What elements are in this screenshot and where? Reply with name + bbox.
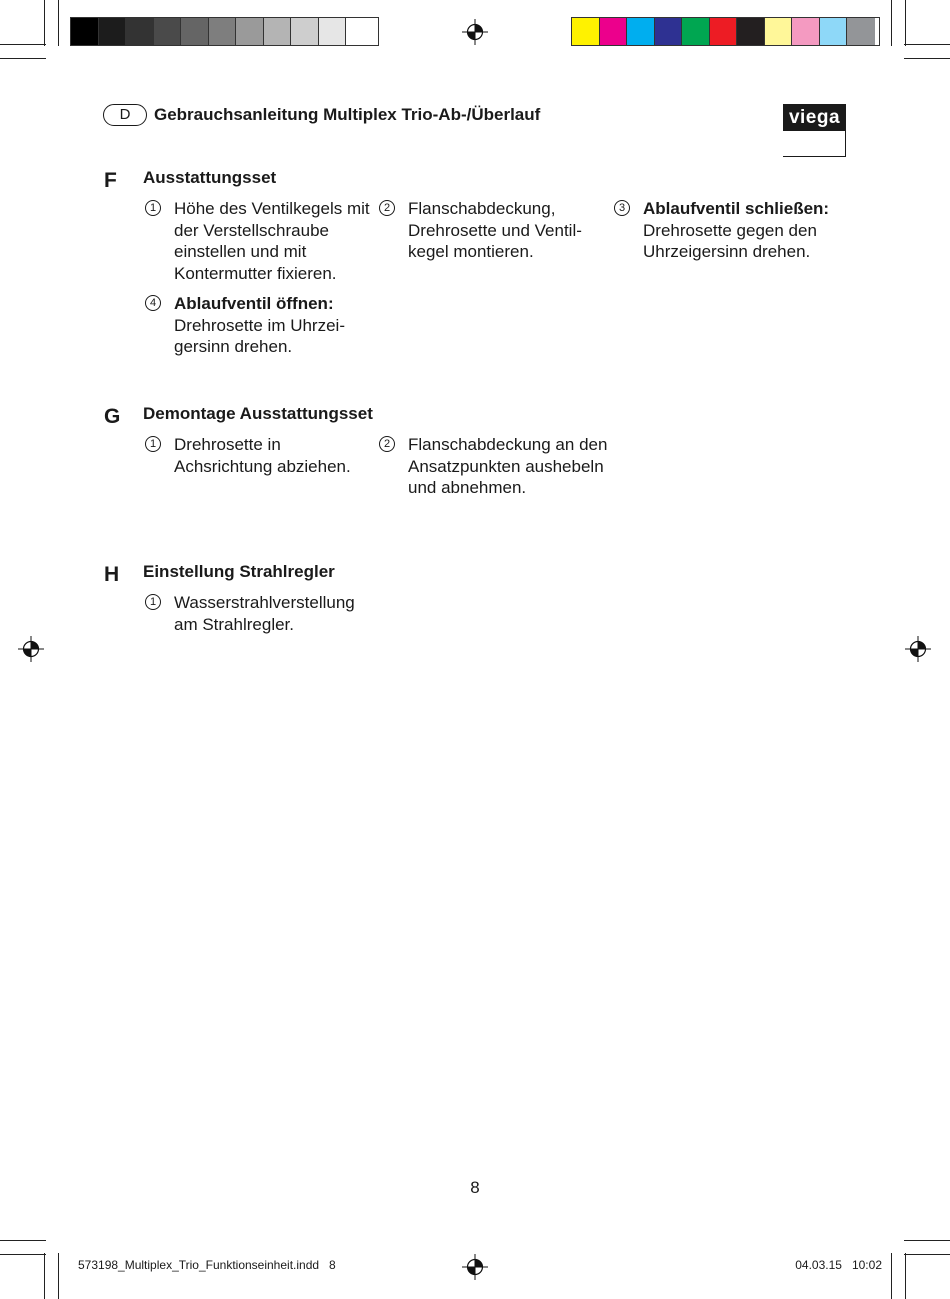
registration-mark-icon <box>462 1254 488 1280</box>
color-swatch <box>291 18 319 45</box>
crop-mark <box>891 1253 892 1299</box>
step-text: Flanschabdeckung an den Ansatzpunkten aushebeln und abnehmen. <box>408 435 608 497</box>
step-number: 4 <box>145 295 161 311</box>
color-swatch <box>737 18 765 45</box>
step-text: Flanschabdeckung, Drehrosette und Ventil-kegel montieren. <box>408 199 582 261</box>
crop-mark <box>904 1240 950 1241</box>
crop-mark <box>904 1254 950 1255</box>
step-text: Wasserstrahlverstellung am Strahlregler. <box>174 593 355 634</box>
color-swatch <box>655 18 683 45</box>
step-number: 1 <box>145 200 161 216</box>
step-number: 1 <box>145 594 161 610</box>
slug-timestamp: 04.03.15 10:02 <box>795 1258 882 1272</box>
color-swatch <box>71 18 99 45</box>
color-swatch <box>154 18 182 45</box>
step-text: Drehrosette in Achsrichtung abziehen. <box>174 435 351 476</box>
color-swatch <box>264 18 292 45</box>
color-swatch <box>847 18 875 45</box>
crop-mark <box>58 0 59 46</box>
color-swatch <box>682 18 710 45</box>
color-swatch <box>181 18 209 45</box>
crop-mark <box>0 1254 46 1255</box>
color-swatch <box>765 18 793 45</box>
crop-mark <box>0 1240 46 1241</box>
document-title: Gebrauchsanleitung Multiplex Trio-Ab-/Überlauf <box>154 105 541 124</box>
step-number: 2 <box>379 436 395 452</box>
logo-rule <box>845 131 846 157</box>
grayscale-color-bar <box>70 17 379 46</box>
step-text: Ablaufventil öffnen: Drehrosette im Uhrzei-gersinn drehen. <box>174 294 345 356</box>
section-title: Demontage Ausstattungsset <box>143 404 373 423</box>
color-swatch <box>209 18 237 45</box>
section-title: Ausstattungsset <box>143 168 277 187</box>
step-number: 3 <box>614 200 630 216</box>
registration-mark-icon <box>18 636 44 662</box>
color-swatch <box>346 18 374 45</box>
step-number: 1 <box>145 436 161 452</box>
crop-mark <box>891 0 892 46</box>
crop-mark <box>44 1253 45 1299</box>
color-swatch <box>99 18 127 45</box>
color-swatch <box>820 18 848 45</box>
crop-mark <box>0 58 46 59</box>
color-swatch <box>319 18 347 45</box>
registration-mark-icon <box>905 636 931 662</box>
color-swatch <box>627 18 655 45</box>
registration-mark-icon <box>462 19 488 45</box>
language-badge: D <box>103 104 147 126</box>
section-letter: H <box>104 563 120 586</box>
section-title: Einstellung Strahlregler <box>143 562 335 581</box>
color-swatch <box>126 18 154 45</box>
section-letter: G <box>104 405 121 428</box>
step-text: Höhe des Ventilkegels mit der Verstellschraube einstellen und mit Kontermutter fixieren. <box>174 199 370 283</box>
step-text: Ablaufventil schließen: Drehrosette gegen den Uhrzeigersinn drehen. <box>643 199 830 261</box>
crop-mark <box>905 0 906 46</box>
process-color-bar <box>571 17 880 46</box>
crop-mark <box>904 58 950 59</box>
color-swatch <box>792 18 820 45</box>
crop-mark <box>0 44 46 45</box>
crop-mark <box>905 1253 906 1299</box>
viega-logo: viega <box>783 104 846 131</box>
step-number: 2 <box>379 200 395 216</box>
color-swatch <box>236 18 264 45</box>
color-swatch <box>572 18 600 45</box>
logo-rule <box>783 156 846 157</box>
crop-mark <box>44 0 45 46</box>
color-swatch <box>600 18 628 45</box>
slug-filename: 573198_Multiplex_Trio_Funktionseinheit.indd 8 <box>78 1258 336 1272</box>
section-letter: F <box>104 169 117 192</box>
crop-mark <box>58 1253 59 1299</box>
crop-mark <box>904 44 950 45</box>
color-swatch <box>710 18 738 45</box>
page-number: 8 <box>470 1178 480 1197</box>
